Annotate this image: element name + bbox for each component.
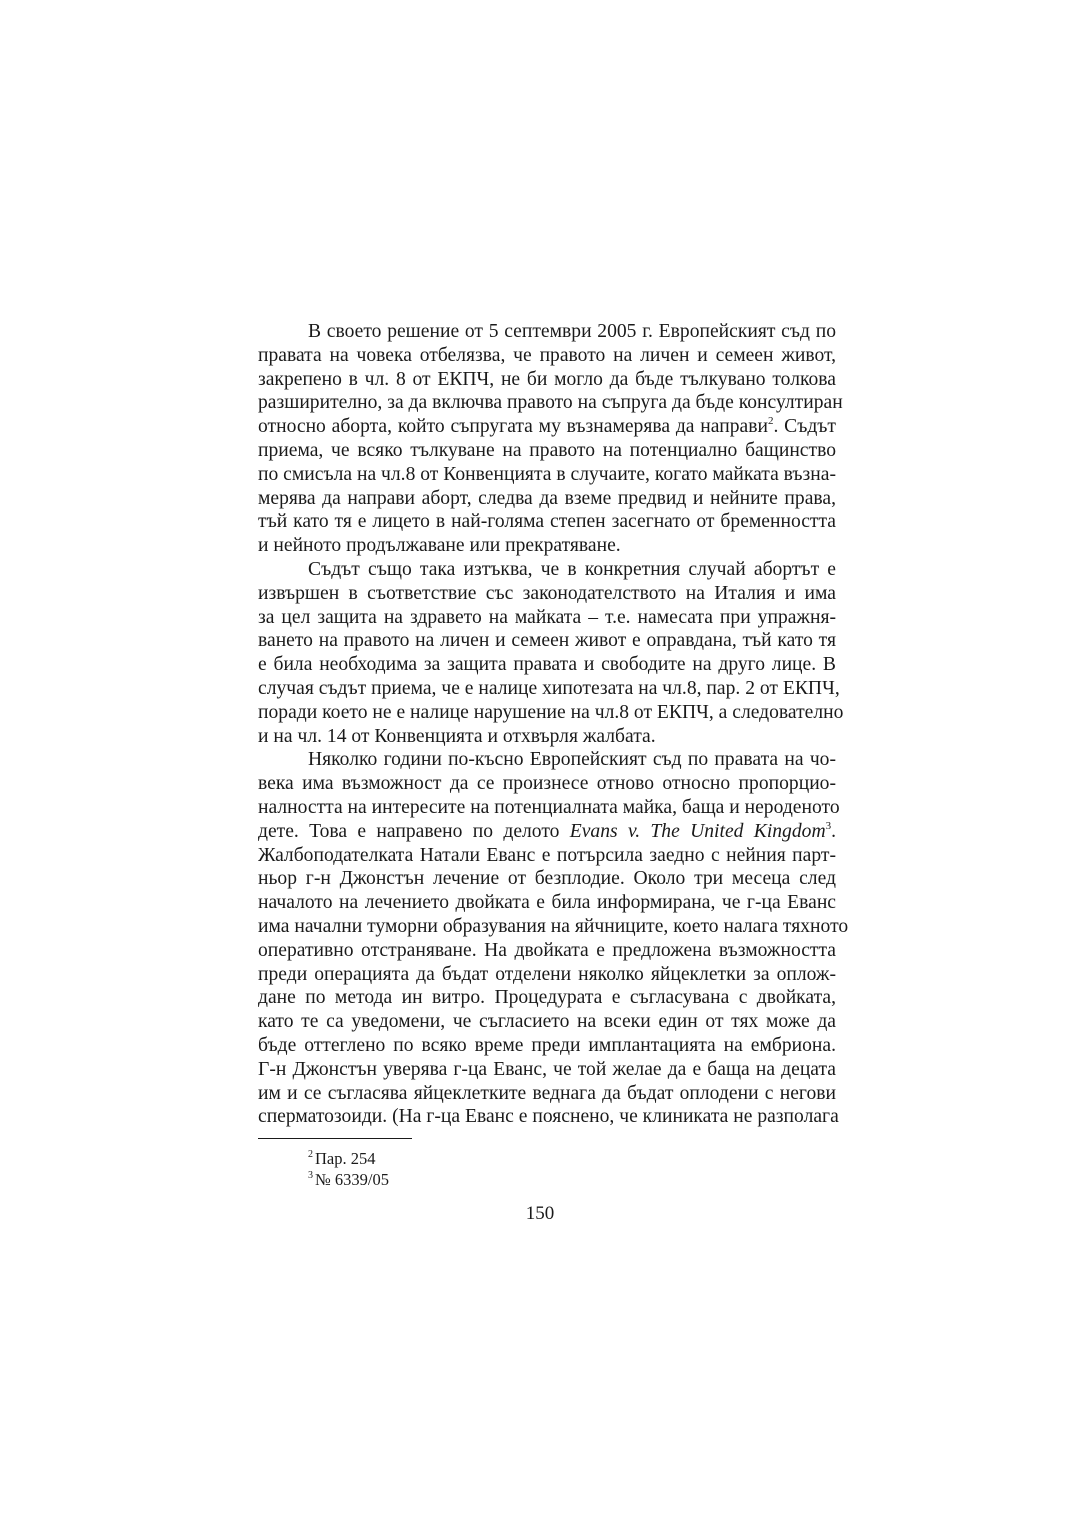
text-line: тъй като тя е лицето в най-голяма степен засегнато от бременността — [258, 511, 836, 533]
text-run: дете. Това е направено по делото — [258, 820, 570, 842]
text-line: случая съдът приема, че е налице хипотезата на чл.8, пар. 2 от ЕКПЧ, — [258, 677, 840, 699]
footnote-number: 2 — [308, 1149, 313, 1160]
text-line: извършен в съответствие със законодателството на Италия и има — [258, 582, 836, 604]
text-line: Няколко години по-късно Европейският съд по правата на чо- — [308, 749, 836, 771]
text-line — [258, 415, 836, 439]
footnote-text: Пар. 254 — [315, 1149, 376, 1168]
paragraph — [258, 748, 849, 1129]
text-line: века има възможност да се произнесе отново относно пропорцио- — [258, 773, 836, 795]
footnotes — [308, 1148, 389, 1190]
paragraph — [258, 558, 844, 748]
page-number: 150 — [525, 1203, 555, 1224]
text-line: дане по метода ин витро. Процедурата е съгласувана с двойката, — [258, 987, 836, 1009]
text-line: Съдът също така изтъква, че в конкретния случай абортът е — [308, 558, 836, 580]
text-run: . — [831, 820, 837, 842]
text-line: поради което не е налице нарушение на чл.8 от ЕКПЧ, а следователно — [258, 701, 844, 723]
footnote-ref: 2 — [767, 415, 774, 428]
text-line: сперматозоиди. (На г-ца Еванс е пояснено, че клиниката не разполага — [258, 1106, 839, 1128]
text-line: Г-н Джонстън уверява г-ца Еванс, че той желае да е баща на децата — [258, 1058, 836, 1080]
text-line: им и се съгласява яйцеклетките веднага да бъдат оплодени с негови — [258, 1082, 836, 1104]
text-line: В своето решение от 5 септември 2005 г. Европейският съд по — [308, 321, 836, 342]
text-run: . Съдът — [773, 416, 836, 438]
text-line: ньор г-н Джонстън лечение от безплодие. Около три месеца след — [258, 868, 836, 890]
text-line: и нейното продължаване или прекратяване. — [258, 535, 621, 557]
text-line: като те са уведомени, че съгласието на всеки един от тях може да — [258, 1011, 836, 1033]
text-line: за цел защита на здравето на майката – т.е. намесата при упражня- — [258, 606, 836, 628]
text-line: Жалбоподателката Натали Еванс е потърсила заедно с нейния парт- — [258, 844, 836, 866]
text-line: мерява да направи аборт, следва да вземе предвид и нейните права, — [258, 487, 836, 509]
text-line — [258, 820, 836, 844]
text-line: преди операцията да бъдат отделени няколко яйцеклетки за оплож- — [258, 963, 836, 985]
text-line: разширително, за да включва правото на съпруга да бъде консултиран — [258, 392, 843, 414]
footnote-text: № 6339/05 — [315, 1170, 389, 1189]
text-line: закрепено в чл. 8 от ЕКПЧ, не би могло да бъде тълкувано толкова — [258, 368, 836, 390]
text-line: е била необходима за защита правата и свободите на друго лице. В — [258, 654, 836, 676]
text-line: по смисъла на чл.8 от Конвенцията в случаите, когато майката възна- — [258, 463, 837, 485]
text-line: правата на човека отбелязва, че правото на личен и семеен живот, — [258, 344, 836, 366]
text-line: бъде оттеглено по всяко време преди имплантацията на ембриона. — [258, 1034, 836, 1056]
text-line: началото на лечението двойката е била информирана, че г-ца Еванс — [258, 892, 836, 914]
text-line: налността на интересите на потенциалната майка, баща и нероденото — [258, 796, 840, 818]
case-title: Evans v. The United Kingdom — [569, 820, 826, 842]
text-line: ването на правото на личен и семеен живот е оправдана, тъй като тя — [258, 630, 836, 652]
paragraph — [258, 320, 843, 558]
text-line: и на чл. 14 от Конвенцията и отхвърля жалбата. — [258, 725, 656, 747]
footnote — [308, 1148, 389, 1169]
footnote-separator — [258, 1138, 412, 1139]
text-line: оперативно отстраняване. На двойката е предложена възможността — [258, 939, 836, 961]
footnote-number: 3 — [308, 1170, 313, 1181]
text-line: има начални туморни образувания на яйчниците, което налага тяхното — [258, 915, 849, 937]
body-text — [258, 320, 849, 1129]
footnote-ref: 3 — [825, 819, 832, 832]
footnote — [308, 1169, 389, 1190]
text-line: приема, че всяко тълкуване на правото на потенциално бащинство — [258, 439, 836, 461]
text-run: относно аборта, който съпругата му възнамерява да направи — [258, 416, 768, 438]
